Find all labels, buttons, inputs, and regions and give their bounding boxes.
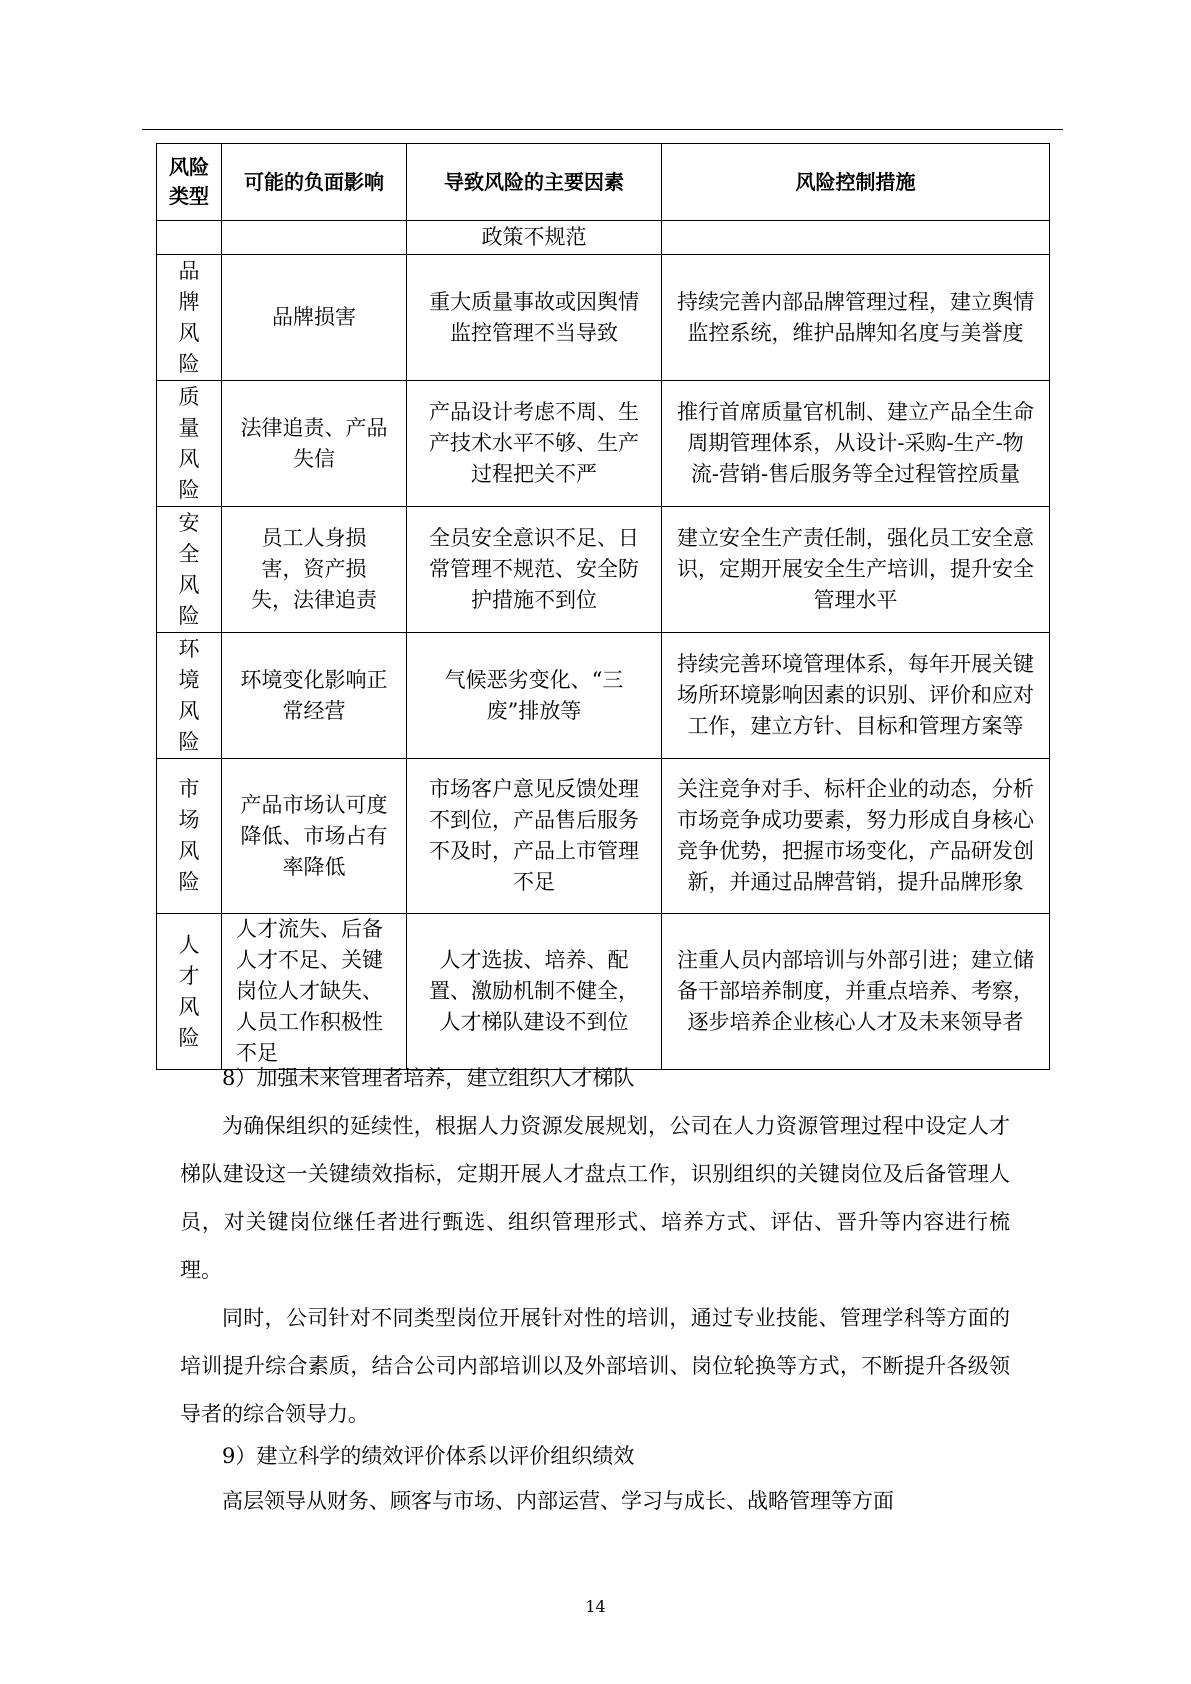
cell-risk-type	[157, 255, 222, 381]
header-risk-type: 风险类型	[157, 144, 222, 221]
cell-cause: 气候恶劣变化、“三废”排放等	[407, 633, 662, 759]
page-number: 14	[585, 1597, 606, 1616]
section-8-paragraph-1: 为确保组织的延续性，根据人力资源发展规划，公司在人力资源管理过程中设定人才梯队建设这一关键绩效指标，定期开展人才盘点工作，识别组织的关键岗位及后备管理人员，对关键岗位继任者进行甄选、组织管理形式、培养方式、评估、晋升等内容进行梳理。	[180, 1114, 1010, 1282]
cell-control: 持续完善环境管理体系，每年开展关键场所环境影响因素的识别、评价和应对工作，建立方针、目标和管理方案等	[662, 633, 1050, 759]
cell-control: 注重人员内部培训与外部引进；建立储备干部培养制度，并重点培养、考察，逐步培养企业核心人才及未来领导者	[662, 914, 1050, 1070]
cell-control: 推行首席质量官机制、建立产品全生命周期管理体系，从设计-采购-生产-物流-营销-售后服务等全过程管控质量	[662, 381, 1050, 507]
table-header-row	[157, 144, 1050, 221]
cell-impact: 环境变化影响正常经营	[222, 633, 407, 759]
risk-type-text: 品 牌 风 险	[178, 258, 200, 376]
cell-continuation-control	[662, 221, 1050, 255]
cell-impact: 法律追责、产品失信	[222, 381, 407, 507]
risk-type-text: 人 才 风 险	[178, 932, 200, 1050]
header-cause: 导致风险的主要因素	[407, 144, 662, 221]
risk-table	[156, 143, 1050, 1070]
cell-cause: 重大质量事故或因舆情监控管理不当导致	[407, 255, 662, 381]
table-row	[157, 759, 1050, 914]
risk-type-text: 质 量 风 险	[178, 384, 200, 502]
cell-impact: 员工人身损害，资产损失，法律追责	[222, 507, 407, 633]
cell-risk-type	[157, 633, 222, 759]
risk-type-text: 环 境 风 险	[178, 636, 200, 754]
cell-cause: 全员安全意识不足、日常管理不规范、安全防护措施不到位	[407, 507, 662, 633]
table-row	[157, 381, 1050, 507]
cell-risk-type	[157, 381, 222, 507]
section-9-paragraph-1: 高层领导从财务、顾客与市场、内部运营、学习与成长、战略管理等方面	[222, 1489, 894, 1513]
table-row	[157, 255, 1050, 381]
table-row	[157, 914, 1050, 1070]
cell-control: 持续完善内部品牌管理过程，建立舆情监控系统，维护品牌知名度与美誉度	[662, 255, 1050, 381]
cell-risk-type	[157, 507, 222, 633]
cell-continuation-cause: 政策不规范	[407, 221, 662, 255]
cell-impact: 人才流失、后备人才不足、关键岗位人才缺失、人员工作积极性不足	[222, 914, 407, 1070]
header-rule	[142, 129, 1063, 130]
cell-control: 关注竞争对手、标杆企业的动态，分析市场竞争成功要素，努力形成自身核心竞争优势，把握市场变化，产品研发创新，并通过品牌营销，提升品牌形象	[662, 759, 1050, 914]
cell-impact: 产品市场认可度降低、市场占有率降低	[222, 759, 407, 914]
table-row-continuation	[157, 221, 1050, 255]
cell-impact: 品牌损害	[222, 255, 407, 381]
table-row	[157, 633, 1050, 759]
cell-cause: 市场客户意见反馈处理不到位，产品售后服务不及时，产品上市管理不足	[407, 759, 662, 914]
risk-type-text: 市 场 风 险	[178, 777, 200, 894]
cell-cause: 人才选拔、培养、配置、激励机制不健全，人才梯队建设不到位	[407, 914, 662, 1070]
cell-continuation-impact	[222, 221, 407, 255]
cell-cause: 产品设计考虑不周、生产技术水平不够、生产过程把关不严	[407, 381, 662, 507]
risk-type-text: 安 全 风 险	[178, 510, 200, 628]
section-9-heading: 9）建立科学的绩效评价体系以评价组织绩效	[222, 1444, 635, 1468]
table-row	[157, 507, 1050, 633]
header-control: 风险控制措施	[662, 144, 1050, 221]
cell-risk-type	[157, 759, 222, 914]
cell-risk-type	[157, 914, 222, 1070]
cell-continuation-type	[157, 221, 222, 255]
header-impact: 可能的负面影响	[222, 144, 407, 221]
cell-control: 建立安全生产责任制，强化员工安全意识，定期开展安全生产培训，提升安全管理水平	[662, 507, 1050, 633]
section-8-paragraph-2: 同时，公司针对不同类型岗位开展针对性的培训，通过专业技能、管理学科等方面的培训提升综合素质，结合公司内部培训以及外部培训、岗位轮换等方式，不断提升各级领导者的综合领导力。	[180, 1306, 1010, 1426]
section-8-heading: 8）加强未来管理者培养，建立组织人才梯队	[222, 1066, 635, 1090]
